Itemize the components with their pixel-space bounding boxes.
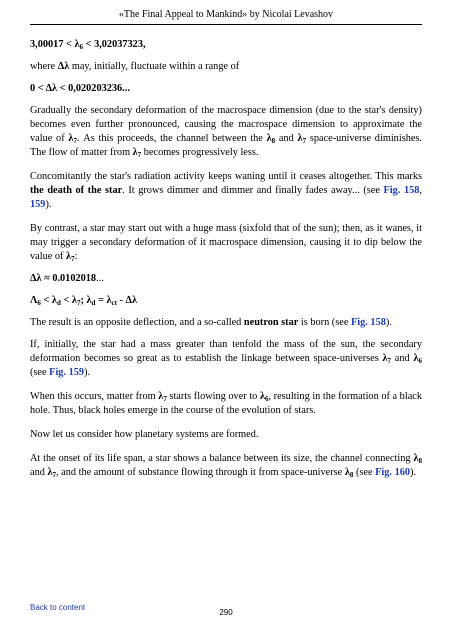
paragraph-planetary: Now let us consider how planetary systems are formed. <box>30 429 259 440</box>
paragraph-concomitantly: Concomitantly the star's radiation activity keeps waning until it ceases altogether. This marks the death of the star. It grows dimmer and dimmer and finally fades away... (see Fig. 158, 159). <box>30 171 422 210</box>
running-header: «The Final Appeal to Mankind» by Nicolai Levashov <box>118 9 334 20</box>
figure-link-160[interactable]: Fig. 160 <box>375 467 411 478</box>
page-body <box>30 38 422 490</box>
paragraph-neutron-star: The result is an opposite deflection, and a so-called neutron star is born (see Fig. 158). <box>30 317 392 328</box>
equation-delta-range: 0 < Δλ < 0,020203236... <box>30 83 130 94</box>
paragraph-where: where Δλ may, initially, fluctuate within a range of <box>30 61 240 72</box>
figure-link-158[interactable]: Fig. 158 <box>350 317 386 328</box>
header-divider <box>30 24 422 25</box>
paragraph-if-initially: If, initially, the star had a mass greater than tenfold the mass of the sun, the secondary deformation becomes so great as to establish the linkage between space-universes $\lambda_7$ and $\lambda_6$ (see Fig. 159). <box>30 339 423 378</box>
equation-lambda6-range: $3,00017 < \lambda_6 < 3,02037323$, <box>30 39 146 51</box>
equation-delta-approx: Δλ ≈ 0.0102018... <box>30 273 104 284</box>
paragraph-black-hole: When this occurs, matter from $\lambda_7$ starts flowing over to $\lambda_6$, resulting in the formation of a black hole. Thus, black holes emerge in the course of the evolution of stars. <box>30 391 422 416</box>
figure-link-158[interactable]: Fig. 158 <box>383 185 420 196</box>
figure-link-159[interactable]: Fig. 159 <box>49 367 85 378</box>
figure-link-159[interactable]: 159 <box>30 199 46 210</box>
page-number: 290 <box>219 608 233 617</box>
paragraph-onset: At the onset of its life span, a star shows a balance between its size, the channel connecting $\lambda_8$ and $\lambda_7$, and the amount of substance flowing through it from space-universe $\lambda_8$ (see Fig. 160). <box>30 453 422 479</box>
paragraph-gradually: Gradually the secondary deformation of the macrospace dimension (due to the star's density) becomes even further pronounced, causing the macrospace dimension to approximate the value of $\lambda_7$. As this proceeds, the channel between the $\lambda_8$ and $\lambda_7$ space-universe diminishes. The flow of matter from $\lambda_7$ becomes progressively less. <box>30 105 423 159</box>
paragraph-by-contrast: By contrast, a star may start out with a huge mass (sixfold that of the sun); then, as it wanes, it may trigger a secondary deformation of it macrospace dimension, causing it to dip below the value of $\lambda_7$: <box>30 223 422 263</box>
equation-lambda-d: $\Lambda_6 < \lambda_d < \lambda_7$; $\lambda_d = \lambda_{ct} - \Delta\lambda$ <box>30 295 138 307</box>
back-to-content-link[interactable]: Back to content <box>30 603 86 612</box>
